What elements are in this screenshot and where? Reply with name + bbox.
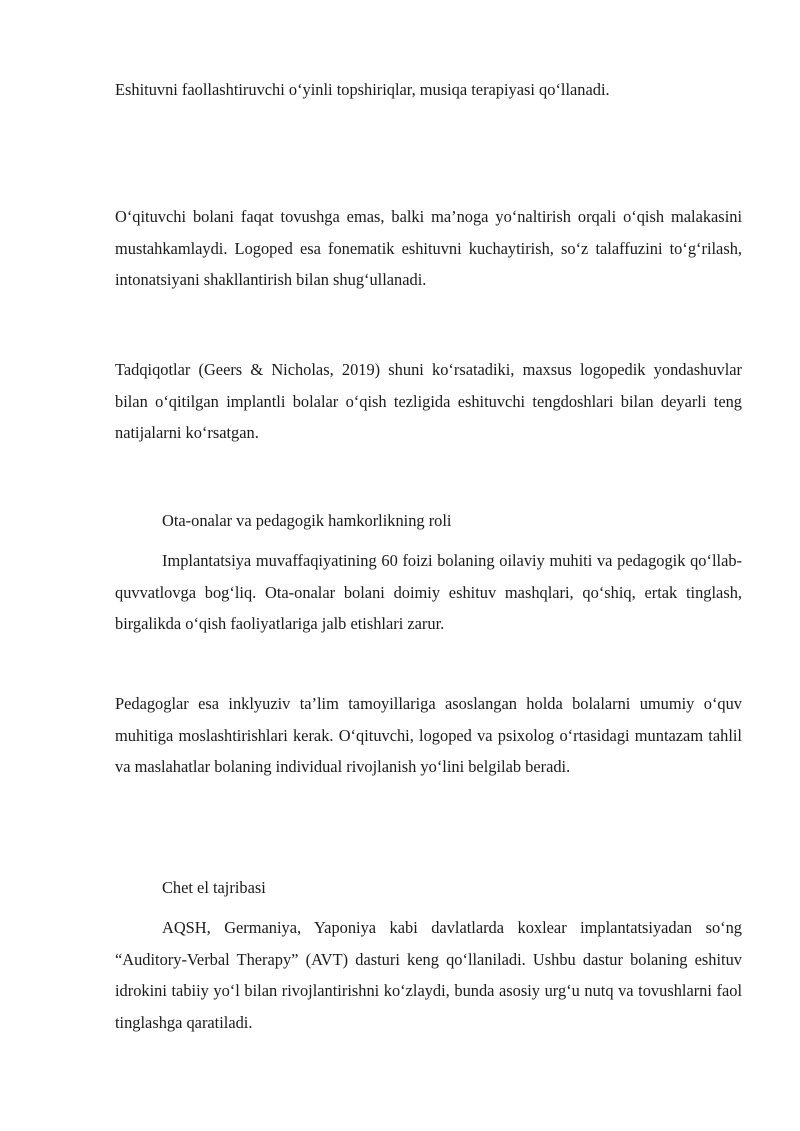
paragraph-inclusive-education: Pedagoglar esa inklyuziv ta’lim tamoyillariga asoslangan holda bolalarni umumiy o‘quv muhitiga moslashtirishlari kerak. O‘qituvchi, logoped va psixolog o‘rtasidagi muntazam tahlil va maslahatlar bolaning individual rivojlanish yo‘lini belgilab beradi. [115,694,742,776]
section-heading-foreign-experience: Chet el tajribasi [162,878,266,897]
paragraph-avt-program: AQSH, Germaniya, Yaponiya kabi davlatlarda koxlear implantatsiyadan so‘ng “Auditory-Verbal Therapy” (AVT) dasturi keng qo‘llaniladi. Ushbu dastur bolaning eshituv idrokini tabiiy yo‘l bilan rivojlantirishni ko‘zlaydi, bunda asosiy urg‘u nutq va tovushlarni faol tinglashga qaratiladi. [115,918,742,1032]
paragraph-auditory-activities: Eshituvni faollashtiruvchi o‘yinli topshiriqlar, musiqa terapiyasi qo‘llanadi. [115,80,610,99]
section-heading-parents-cooperation: Ota-onalar va pedagogik hamkorlikning roli [162,511,452,530]
paragraph-research-findings: Tadqiqotlar (Geers & Nicholas, 2019) shuni ko‘rsatadiki, maxsus logopedik yondashuvlar bilan o‘qitilgan implantli bolalar o‘qish tezligida eshituvchi tengdoshlari bilan deyarli teng natijalarni ko‘rsatgan. [115,360,742,442]
paragraph-teacher-logoped-roles: O‘qituvchi bolani faqat tovushga emas, balki ma’noga yo‘naltirish orqali o‘qish malakasini mustahkamlaydi. Logoped esa fonematik eshituvni kuchaytirish, so‘z talaffuzini to‘g‘rilash, intonatsiyani shakllantirish bilan shug‘ullanadi. [115,207,742,289]
paragraph-implantation-success: Implantatsiya muvaffaqiyatining 60 foizi bolaning oilaviy muhiti va pedagogik qo‘llab-quvvatlovga bog‘liq. Ota-onalar bolani doimiy eshituv mashqlari, qo‘shiq, ertak tinglash, birgalikda o‘qish faoliyatlariga jalb etishlari zarur. [115,551,742,633]
